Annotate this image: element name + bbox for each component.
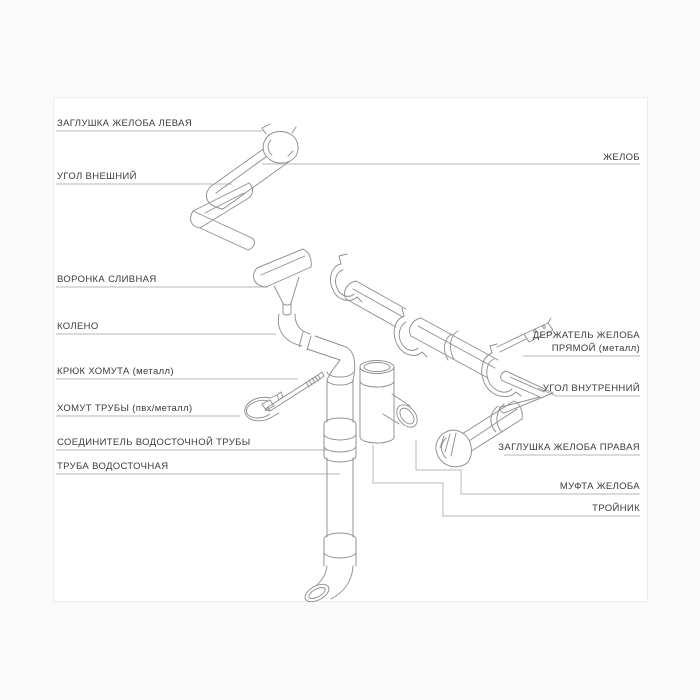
downpipe-lower-part (302, 458, 356, 605)
elbow-part (278, 314, 354, 380)
label-downpipe-connector: СОЕДИНИТЕЛЬ ВОДОСТОЧНОЙ ТРУБЫ (57, 437, 251, 448)
label-drain-funnel: ВОРОНКА СЛИВНАЯ (57, 274, 157, 285)
leader-lines (56, 131, 640, 516)
label-outer-corner: УГОЛ ВНЕШНИЙ (57, 171, 137, 182)
label-downpipe: ТРУБА ВОДОСТОЧНАЯ (57, 461, 169, 472)
gutter-run (330, 254, 498, 378)
label-pipe-clamp: ХОМУТ ТРУБЫ (пвх/металл) (57, 403, 193, 414)
label-inner-corner: УГОЛ ВНУТРЕННИЙ (542, 383, 640, 394)
downpipe-connector-part (324, 418, 356, 462)
label-gutter-end-cap-left: ЗАГЛУШКА ЖЕЛОБА ЛЕВАЯ (57, 118, 193, 129)
label-tee: ТРОЙНИК (592, 503, 640, 514)
downpipe-part (327, 380, 353, 422)
label-gutter-holder-metal: ДЕРЖАТЕЛЬ ЖЕЛОБА ПРЯМОЙ (металл) (532, 330, 640, 354)
drain-funnel-part (254, 249, 312, 315)
label-gutter: ЖЕЛОБ (603, 152, 640, 163)
gutter-end-cap-left-part (262, 124, 298, 163)
clamp-hook-part (262, 372, 324, 411)
gutter-coupling-part (436, 430, 472, 467)
label-clamp-hook: КРЮК ХОМУТА (металл) (57, 366, 174, 377)
label-gutter-coupling: МУФТА ЖЕЛОБА (559, 481, 640, 492)
tee-part (360, 361, 421, 444)
label-gutter-end-cap-right: ЗАГЛУШКА ЖЕЛОБА ПРАВАЯ (498, 442, 640, 453)
label-elbow: КОЛЕНО (57, 321, 99, 332)
